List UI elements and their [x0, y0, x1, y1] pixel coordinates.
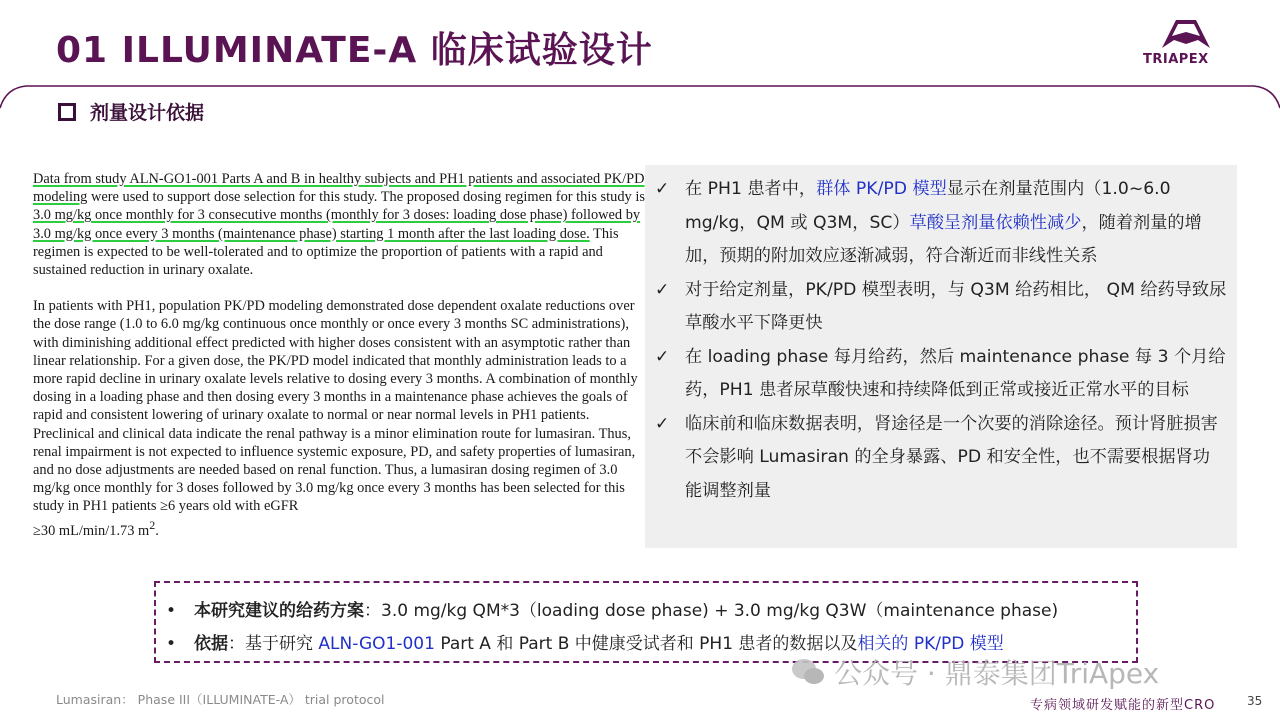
protocol-excerpt: [33, 170, 645, 558]
superscript: 2: [149, 517, 156, 532]
summary-box: [154, 581, 1138, 663]
colon: ：: [364, 601, 381, 621]
highlight-text: ALN-GO1-001: [318, 634, 435, 654]
summary-label: 本研究建议的给药方案: [194, 601, 364, 621]
excerpt-text: .: [155, 522, 159, 539]
underlined-text: 3.0 mg/kg once monthly for 3 consecutive months (monthly for 3 doses: loading dose phase) followed by 3.0 mg/kg once every 3 months (maintenance phase) starting 1 month after the last loading dose.: [33, 207, 641, 242]
page-number: 35: [1247, 694, 1263, 708]
bullet-text: 在 PH1 患者中，: [685, 179, 817, 199]
logo-text: TRIAPEX: [1143, 52, 1209, 67]
underlined-text: Data from study ALN-GO1-001 Parts A and B in healthy subjects and PH1 patients and associated PK/PD modeling: [33, 171, 645, 206]
list-item: [655, 341, 1227, 408]
square-bullet-icon: [58, 103, 76, 121]
highlight-text: 草酸呈剂量依赖性减少: [909, 212, 1082, 233]
excerpt-paragraph-2: [33, 297, 645, 539]
summary-text: Part A 和 Part B 中健康受试者和 PH1 患者的数据以及: [434, 634, 858, 654]
excerpt-text: ≥30 mL/min/1.73 m: [33, 522, 150, 539]
highlight-text: 相关的 PK/PD 模型: [857, 634, 1004, 654]
list-item: [655, 173, 1227, 274]
colon: ：: [228, 634, 245, 654]
summary-row-regimen: [166, 596, 1058, 621]
bullet-text: ，随着剂量的增加，预期的附加效应逐渐减弱，符合渐近而非线性关系: [685, 212, 1202, 266]
wechat-icon: [790, 657, 826, 687]
check-icon: ✓: [655, 279, 670, 300]
page-title: 01 ILLUMINATE-A 临床试验设计: [56, 30, 653, 71]
highlight-text: 群体 PK/PD 模型: [816, 179, 947, 199]
bullet-text: 显示在剂量范围内（1.0~6.0 mg/kg，QM 或 Q3M，SC）: [685, 179, 1171, 233]
check-icon: ✓: [655, 179, 670, 199]
excerpt-text: This regimen is expected to be well-tolerated and to optimize the proportion of patients with a rapid and sustained reduction in urinary oxalate.: [33, 225, 619, 279]
section-heading: [58, 98, 204, 125]
bullet-dot: •: [166, 634, 177, 654]
excerpt-text: were used to support dose selection for this study. The proposed dosing regimen for this study is: [87, 189, 645, 206]
section-title: 剂量设计依据: [90, 102, 205, 124]
bullet-text: 对于给定剂量，PK/PD 模型表明，与 Q3M 给药相比， QM 给药导致尿草酸水平下降更快: [685, 279, 1227, 333]
list-item: [655, 408, 1227, 509]
bullet-text: 临床前和临床数据表明，肾途径是一个次要的消除途径。预计肾脏损害不会影响 Lumasiran 的全身暴露、PD 和安全性，也不需要根据肾功能调整剂量: [685, 413, 1218, 501]
check-icon: ✓: [655, 346, 670, 367]
excerpt-text: In patients with PH1, population PK/PD modeling demonstrated dose dependent oxalate reductions over the dose range (1.0 to 6.0 mg/kg continuous once monthly or once every 3 months SC administrations), with diminishing additional effect predicted with higher doses consistent with an asymptotic rather than linear relationship. For a given dose, the PK/PD model indicated that monthly administration leads to a more rapid decline in urinary oxalate levels relative to dosing every 3 months. A combination of monthly dosing in a loading phase and then dosing every 3 months in a maintenance phase achieves the goals of rapid and consistent lowering of urinary oxalate to normal or near normal levels in PH1 patients. Preclinical and clinical data indicate the renal pathway is a minor elimination route for lumasiran. Thus, renal impairment is not expected to influence systemic exposure, PD, and safety properties of lumasiran, and no dose adjustments are needed based on renal function. Thus, a lumasiran dosing regimen of 3.0 mg/kg once monthly for 3 doses followed by 3.0 mg/kg once every 3 months has been selected for this study in PH1 patients ≥6 years old with eGFR: [33, 298, 638, 515]
watermark: [790, 652, 1159, 692]
summary-label: 依据: [194, 634, 228, 654]
key-points-panel: [645, 165, 1237, 548]
summary-text: 3.0 mg/kg QM*3（loading dose phase) + 3.0 mg/kg Q3W（maintenance phase): [381, 601, 1059, 621]
list-item: [655, 274, 1227, 341]
footer-tagline: 专病领域研发赋能的新型CRO: [1030, 698, 1216, 713]
summary-text: 基于研究: [245, 634, 319, 654]
summary-row-basis: [166, 629, 1004, 654]
bullet-dot: •: [166, 601, 177, 621]
bullet-text: 在 loading phase 每月给药，然后 maintenance phase 每 3 个月给药，PH1 患者尿草酸快速和持续降低到正常或接近正常水平的目标: [685, 346, 1226, 400]
watermark-text: 公众号 · 鼎泰集团TriApex: [834, 657, 1160, 690]
check-icon: ✓: [655, 413, 670, 434]
footer-source: Lumasiran： Phase III（ILLUMINATE-A） trial protocol: [56, 692, 385, 707]
excerpt-paragraph-1: [33, 170, 645, 279]
